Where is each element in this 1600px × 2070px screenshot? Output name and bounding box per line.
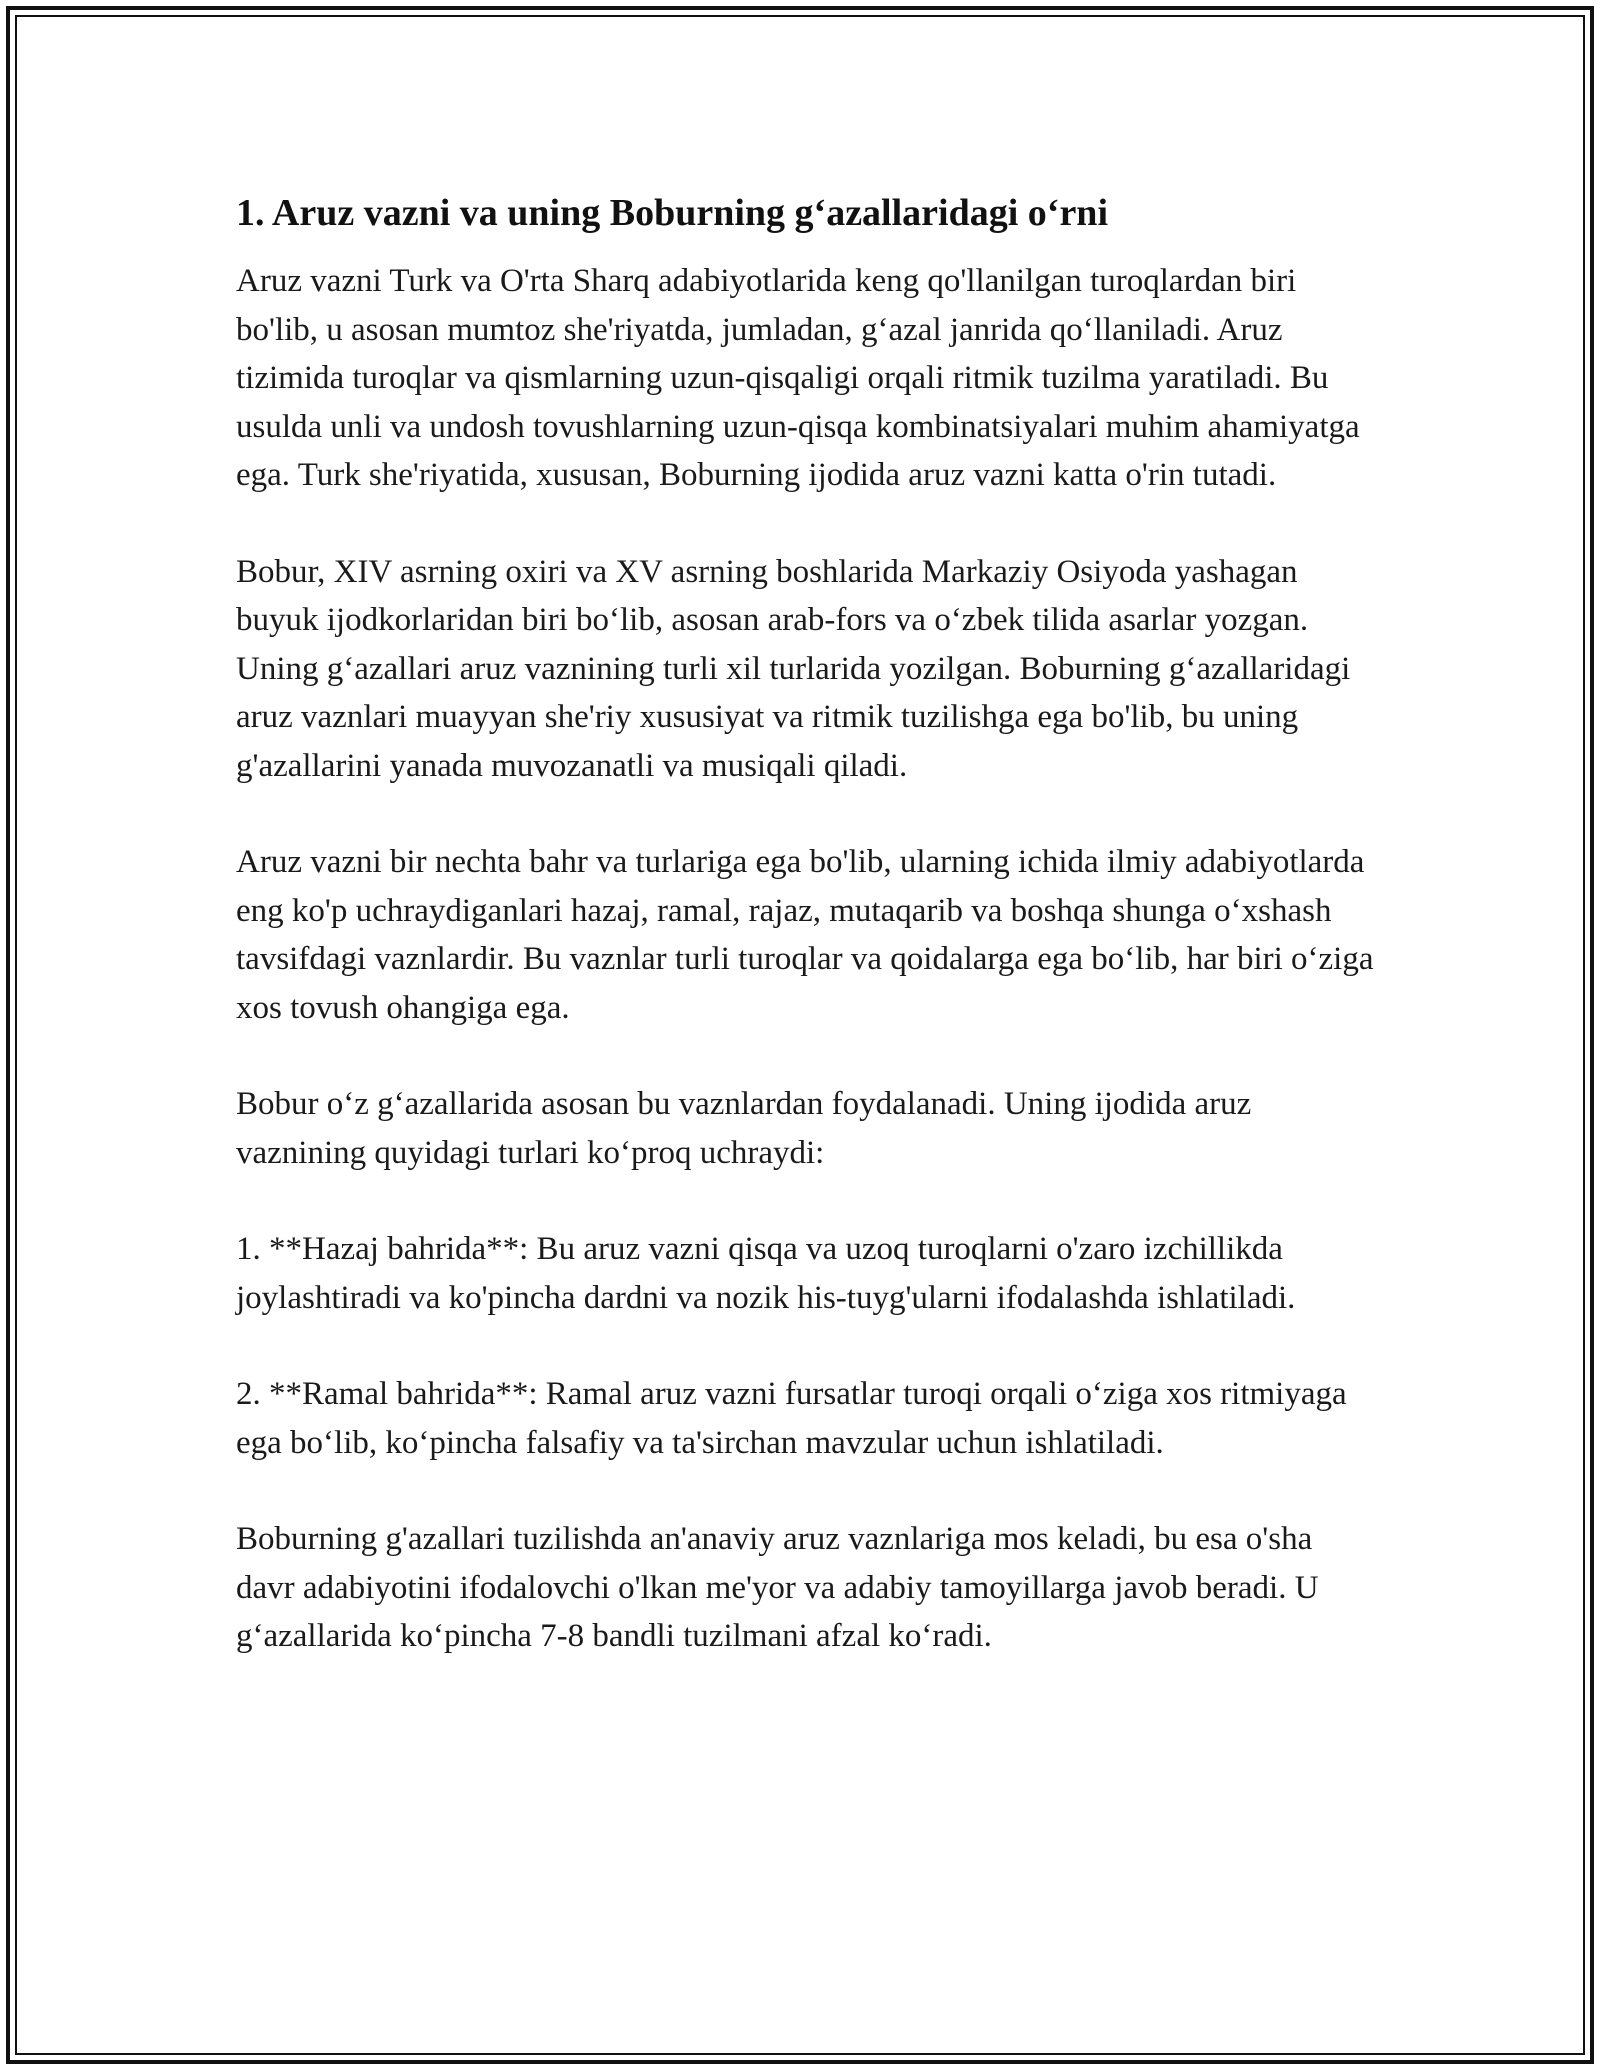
paragraph-conclusion: Boburning g'azallari tuzilishda an'anaviy aruz vaznlariga mos keladi, bu esa o'sha davr adabiyotini ifodalovchi o'lkan me'yor va adabiy tamoyillarga javob beradi. U g‘azallarida ko‘pincha 7-8 bandli tuzilmani afzal ko‘radi. [236, 1521, 1319, 1654]
paragraph-bahrs: Aruz vazni bir nechta bahr va turlariga ega bo'lib, ularning ichida ilmiy adabiyotlarda eng ko'p uchraydiganlari hazaj, ramal, rajaz, mutaqarib va boshqa shunga o‘xshash tavsifdagi vaznlardir. Bu vaznlar turli turoqlar va qoidalarga ega bo‘lib, har biri o‘ziga xos tovush ohangiga ega. [236, 844, 1374, 1026]
list-item-hazaj: 1. **Hazaj bahrida**: Bu aruz vazni qisqa va uzoq turoqlarni o'zaro izchillikda joylashtiradi va ko'pincha dardni va nozik his-tuyg'ularni ifodalashda ishlatiladi. [236, 1231, 1296, 1316]
paragraph-usage: Bobur o‘z g‘azallarida asosan bu vaznlardan foydalanadi. Uning ijodida aruz vaznining quyidagi turlari ko‘proq uchraydi: [236, 1086, 1252, 1171]
paragraph-intro: Aruz vazni Turk va O'rta Sharq adabiyotlarida keng qo'llanilgan turoqlardan biri bo'lib, u asosan mumtoz she'riyatda, jumladan, g‘azal janrida qo‘llaniladi. Aruz tizimida turoqlar va qismlarning uzun-qisqaligi orqali ritmik tuzilma yaratiladi. Bu usulda unli va undosh tovushlarning uzun-qisqa kombinatsiyalari muhim ahamiyatga ega. Turk she'riyatida, xususan, Boburning ijodida aruz vazni katta o'rin tutadi. [236, 263, 1360, 493]
section-heading: 1. Aruz vazni va uning Boburning g‘azallaridagi o‘rni [236, 192, 1108, 234]
document-body [236, 185, 1376, 1709]
paragraph-bobur: Bobur, XIV asrning oxiri va XV asrning boshlarida Markaziy Osiyoda yashagan buyuk ijodkorlaridan biri bo‘lib, asosan arab-fors va o‘zbek tilida asarlar yozgan. Uning g‘azallari aruz vaznining turli xil turlarida yozilgan. Boburning g‘azallaridagi aruz vaznlari muayyan she'riy xususiyat va ritmik tuzilishga ega bo'lib, bu uning g'azallarini yanada muvozanatli va musiqali qiladi. [236, 553, 1351, 784]
list-item-ramal: 2. **Ramal bahrida**: Ramal aruz vazni fursatlar turoqi orqali o‘ziga xos ritmiyaga ega bo‘lib, ko‘pincha falsafiy va ta'sirchan mavzular uchun ishlatiladi. [236, 1376, 1347, 1461]
